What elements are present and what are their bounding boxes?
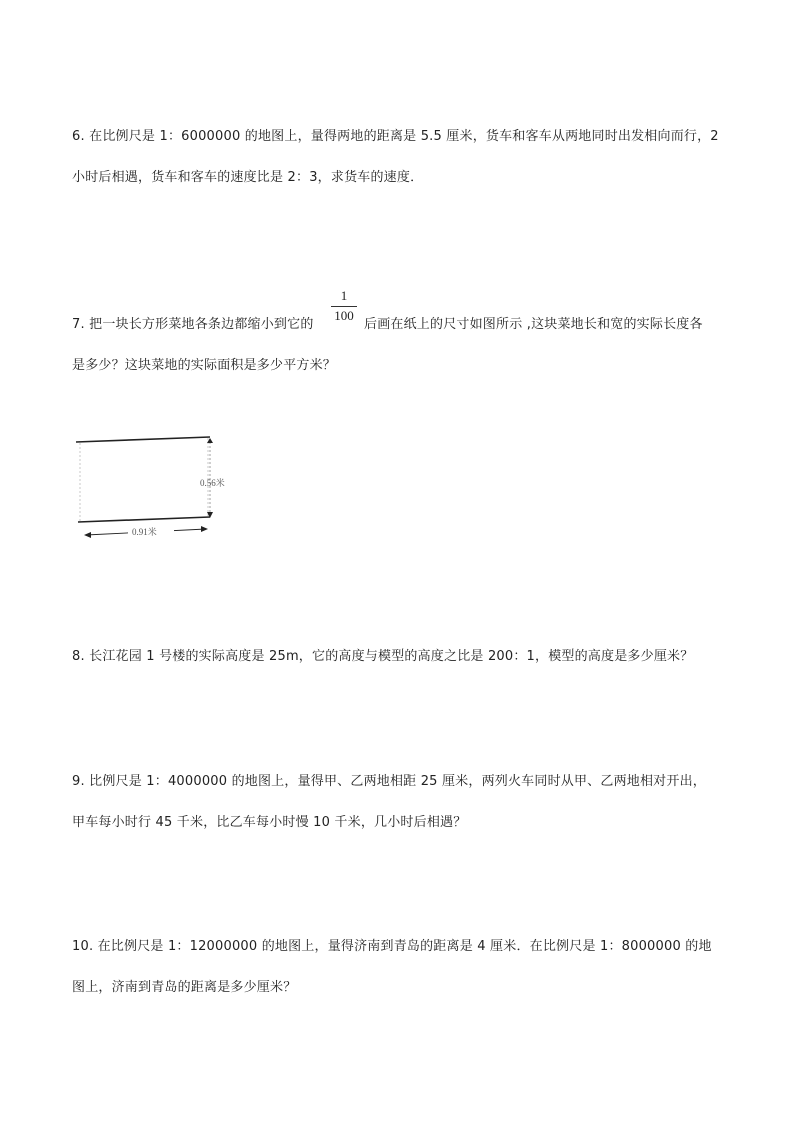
width-label: 0.91米 — [132, 527, 157, 537]
rectangle-diagram — [74, 430, 244, 542]
fraction-denominator: 100 — [334, 308, 354, 323]
q6-line-2: 小时后相遇，货车和客车的速度比是 2：3，求货车的速度． — [72, 170, 424, 185]
fraction-bar — [331, 306, 357, 307]
width-arrow-right — [201, 526, 208, 532]
fraction-one-hundredth — [331, 288, 357, 324]
q10-line-1: 10. 在比例尺是 1：12000000 的地图上，量得济南到青岛的距离是 4 厘米．在比例尺是 1：8000000 的地 — [72, 939, 712, 954]
q7-line-1-after: 后画在纸上的尺寸如图所示 ,这块菜地长和宽的实际长度各 — [364, 317, 703, 332]
q7-line-1-before: 7. 把一块长方形菜地各条边都缩小到它的 — [72, 317, 314, 332]
q6-line-1: 6. 在比例尺是 1：6000000 的地图上，量得两地的距离是 5.5 厘米，货车和客车从两地同时出发相向而行，2 — [72, 129, 719, 144]
rect-top-edge — [76, 437, 210, 442]
q7-line-2: 是多少？这块菜地的实际面积是多少平方米？ — [72, 358, 337, 373]
rect-bottom-edge — [78, 517, 210, 522]
width-arrow-left — [84, 532, 91, 538]
q9-line-1: 9. 比例尺是 1：4000000 的地图上，量得甲、乙两地相距 25 厘米，两列火车同时从甲、乙两地相对开出， — [72, 774, 706, 789]
q9-line-2: 甲车每小时行 45 千米，比乙车每小时慢 10 千米，几小时后相遇？ — [72, 815, 467, 830]
q10-line-2: 图上，济南到青岛的距离是多少厘米？ — [72, 980, 297, 995]
fraction-numerator: 1 — [340, 288, 348, 303]
q8-line-1: 8. 长江花园 1 号楼的实际高度是 25m，它的高度与模型的高度之比是 200：1，模型的高度是多少厘米？ — [72, 649, 694, 664]
height-label: 0.56米 — [200, 478, 225, 488]
